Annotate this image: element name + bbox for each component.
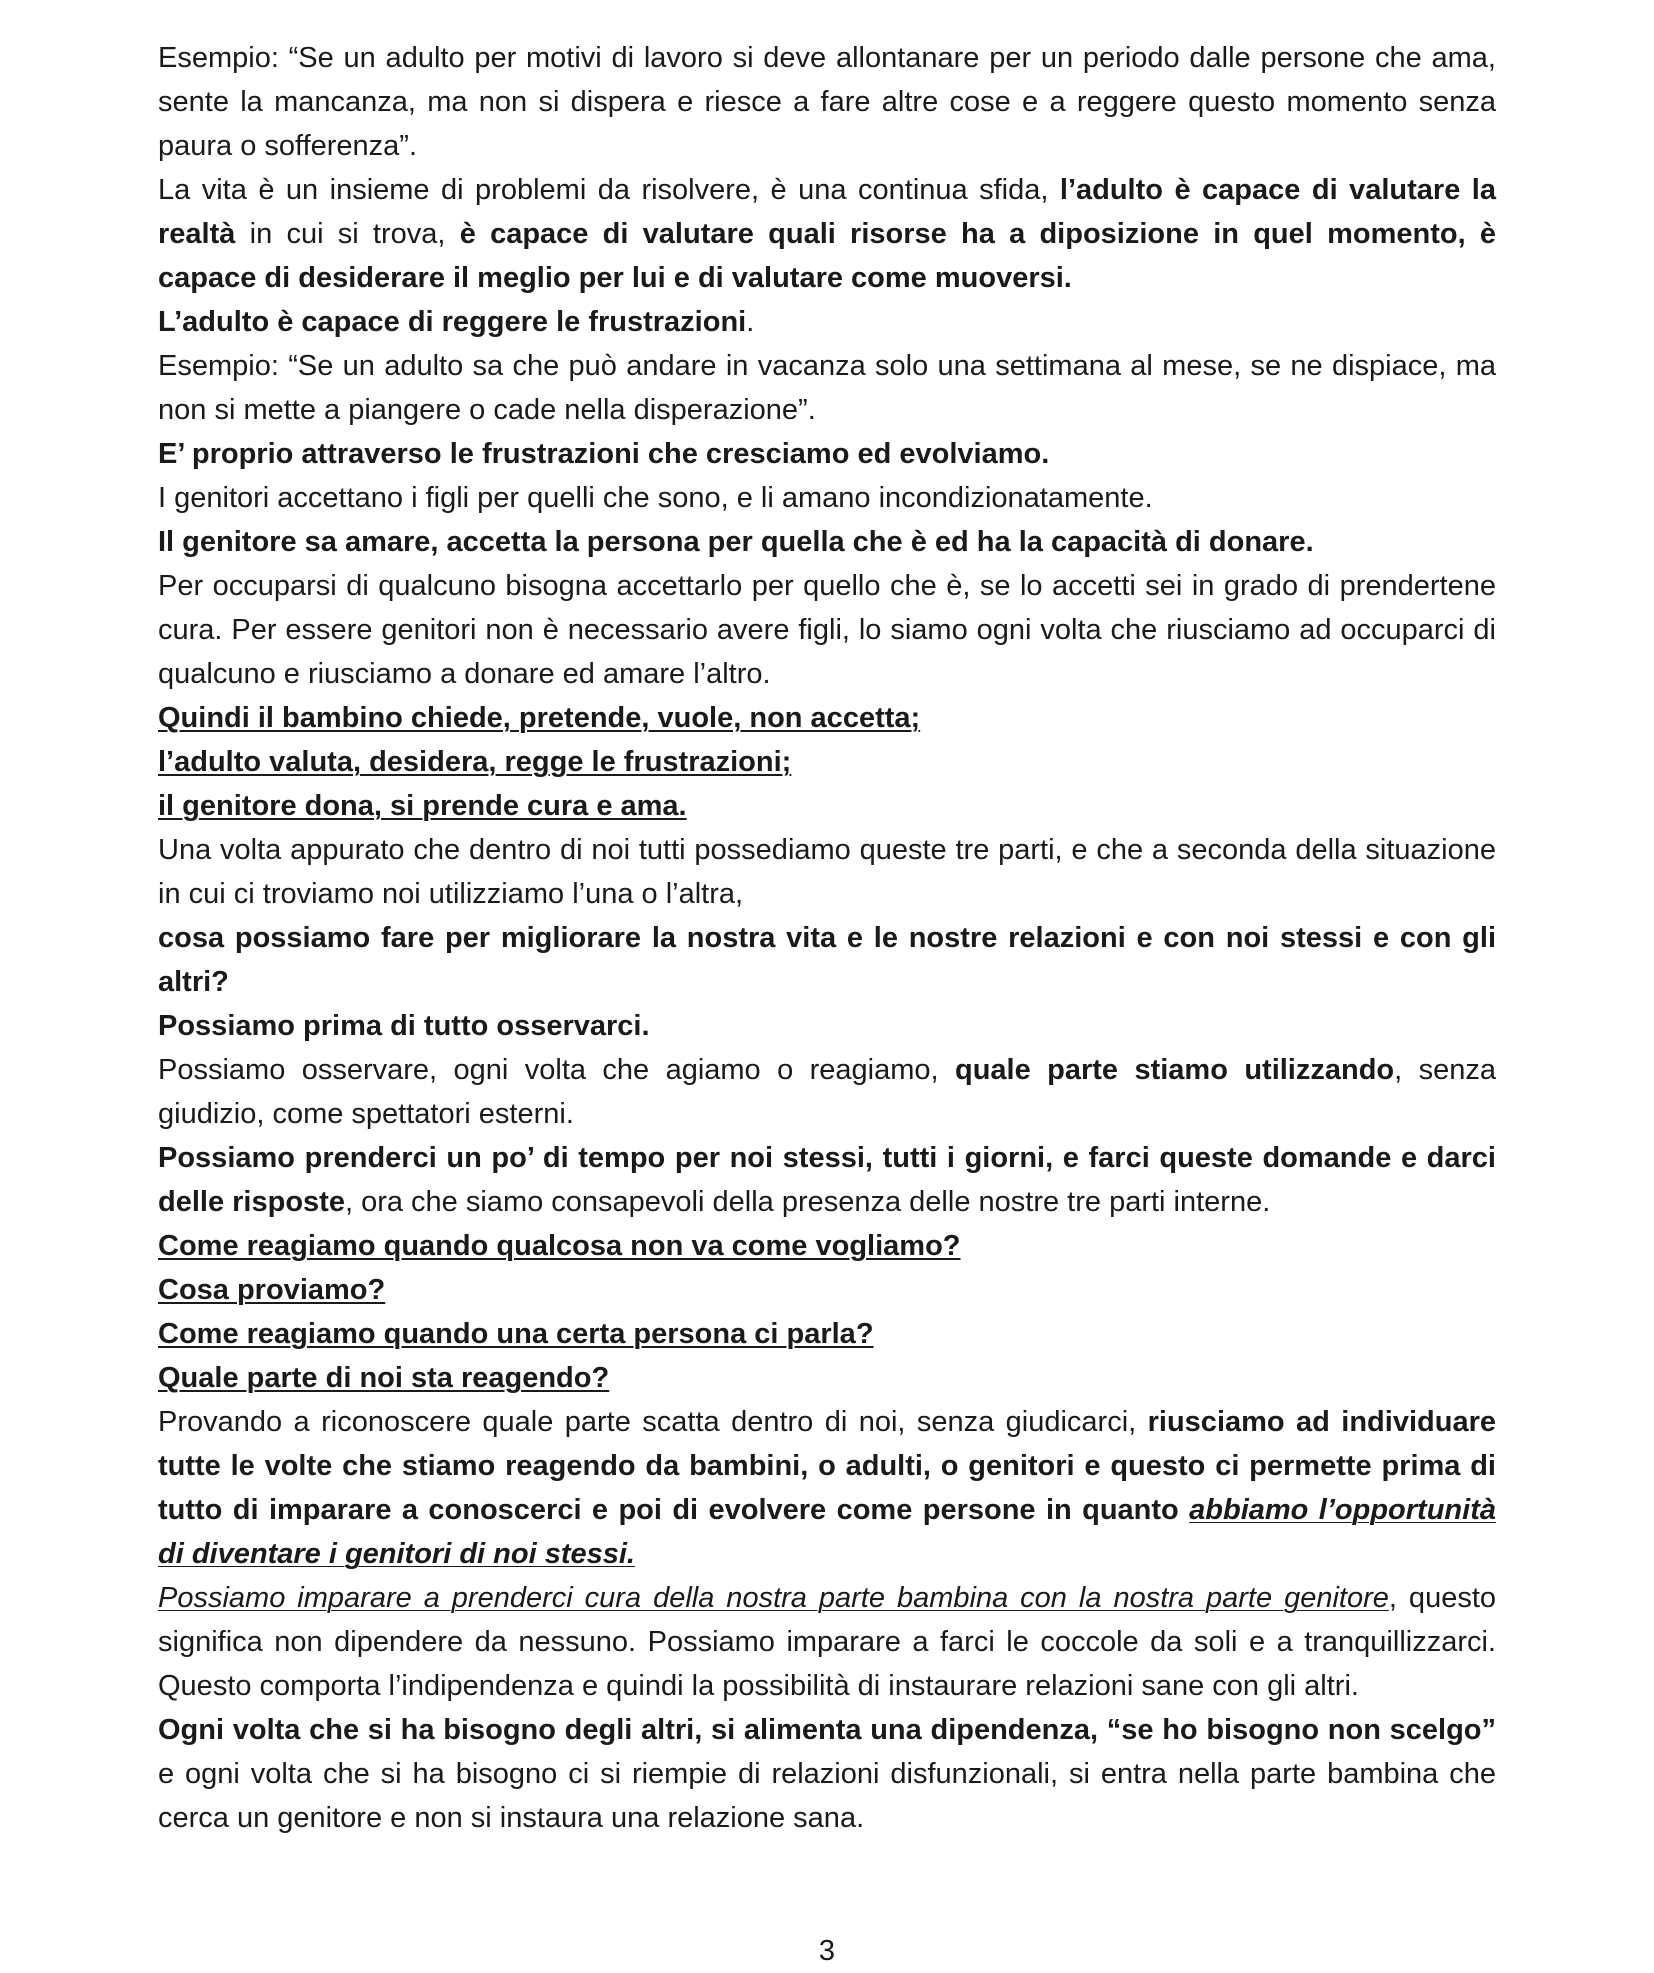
bold-run: Il genitore sa amare, accetta la persona per quella che è ed ha la capacità di donare. [158,526,1314,558]
bold-run: L’adulto è capace di reggere le frustrazioni [158,306,747,338]
italic-underlined-run: Possiamo imparare a prenderci cura della nostra parte bambina con la nostra parte genitore [158,1582,1389,1614]
summary-parent [158,784,1496,828]
paragraph-parents-accept: I genitori accettano i figli per quelli che sono, e li amano incondizionatamente. [158,482,1153,514]
bold-run: cosa possiamo fare per migliorare la nostra vita e le nostre relazioni e con noi stessi e con gli altri? [158,922,1496,998]
text-run: , ora che siamo consapevoli della presenza delle nostre tre parti interne. [344,1186,1271,1218]
paragraph-example-vacation: Esempio: “Se un adulto sa che può andare in vacanza solo una settimana al mese, se ne dispiace, ma non si mette a piangere o cade nella disperazione”. [158,350,1496,426]
question-3 [158,1312,1496,1356]
bold-run: è capace di valutare quali risorse ha a diposizione in quel momento, è capace di desiderare il meglio per lui e di valutare come muoversi. [158,218,1496,294]
paragraph-observe-parts [158,1048,1496,1136]
text-run: , questo significa non dipendere da nessuno. Possiamo imparare a farci le coccole da soli e a tranquillizzarci. Questo comporta l’indipendenza e quindi la possibilità di instaurare relazioni sane con gli altri. [158,1582,1497,1702]
paragraph-dependence [158,1708,1496,1840]
summary-child [158,696,1496,740]
text-run: Possiamo osservare, ogni volta che agiamo o reagiamo, [158,1054,955,1086]
text-run: , senza giudizio, come spettatori esterni. [158,1054,1496,1130]
bold-run: Ogni volta che si ha bisogno degli altri, si alimenta una dipendenza, “se ho bisogno non scelgo” [158,1714,1496,1746]
summary-adult [158,740,1496,784]
text-run: . [746,306,755,338]
text-run: in cui si trova, [235,218,460,250]
text-run: La vita è un insieme di problemi da risolvere, è una continua sfida, [158,174,1060,206]
bold-run: quale parte stiamo utilizzando [954,1054,1395,1086]
bold-underlined-run: Quindi il bambino chiede, pretende, vuole, non accetta; [158,702,921,734]
bold-underlined-run: l’adulto valuta, desidera, regge le frustrazioni; [158,746,792,778]
question-1 [158,1224,1496,1268]
paragraph-parent-loves [158,520,1496,564]
paragraph-grow-evolve [158,432,1496,476]
bold-underlined-run: Come reagiamo quando qualcosa non va come vogliamo? [158,1230,961,1262]
paragraph-self-care [158,1576,1496,1708]
question-2 [158,1268,1496,1312]
bold-underlined-run: il genitore dona, si prende cura e ama. [158,790,687,822]
bold-run: E’ proprio attraverso le frustrazioni che cresciamo ed evolviamo. [158,438,1050,470]
page-number: 3 [818,1935,836,1967]
paragraph-question-improve [158,916,1496,1004]
bold-underlined-run: Come reagiamo quando una certa persona ci parla? [158,1318,874,1350]
paragraph-example-work: Esempio: “Se un adulto per motivi di lavoro si deve allontanare per un periodo dalle persone che ama, sente la mancanza, ma non si dispera e riesce a fare altre cose e a reggere questo momento senza paura o sofferenza”. [158,42,1496,162]
bold-underlined-run: Quale parte di noi sta reagendo? [158,1362,610,1394]
paragraph-life-problems [158,168,1496,300]
paragraph-take-time [158,1136,1496,1224]
paragraph-three-parts: Una volta appurato che dentro di noi tutti possediamo queste tre parti, e che a seconda della situazione in cui ci troviamo noi utilizziamo l’una o l’altra, [158,834,1496,910]
bold-run: Possiamo prima di tutto osservarci. [158,1010,650,1042]
bold-run: l’adulto è capace di valutare la realtà [158,174,1496,250]
text-run: e ogni volta che si ha bisogno ci si riempie di relazioni disfunzionali, si entra nella parte bambina che cerca un genitore e non si instaura una relazione sana. [158,1758,1496,1834]
paragraph-take-care: Per occuparsi di qualcuno bisogna accettarlo per quello che è, se lo accetti sei in grado di prendertene cura. Per essere genitori non è necessario avere figli, lo siamo ogni volta che riusciamo ad occuparci di qualcuno e riusciamo a donare ed amare l’altro. [158,570,1496,690]
bold-run: riusciamo ad individuare tutte le volte che stiamo reagendo da bambini, o adulti, o genitori e questo ci permette prima di tutto di imparare a conoscerci e poi di evolvere come persone in quanto [158,1406,1496,1526]
bold-underlined-run: Cosa proviamo? [158,1274,386,1306]
bold-italic-underlined-run: abbiamo l’opportunità di diventare i genitori di noi stessi. [158,1494,1496,1570]
text-run: Provando a riconoscere quale parte scatta dentro di noi, senza giudicarci, [158,1406,1148,1438]
paragraph-observe [158,1004,1496,1048]
question-4 [158,1356,1496,1400]
paragraph-adult-frustrations [158,300,1496,344]
bold-run: Possiamo prenderci un po’ di tempo per noi stessi, tutti i giorni, e farci queste domande e darci delle risposte [158,1142,1496,1218]
paragraph-recognize [158,1400,1496,1576]
